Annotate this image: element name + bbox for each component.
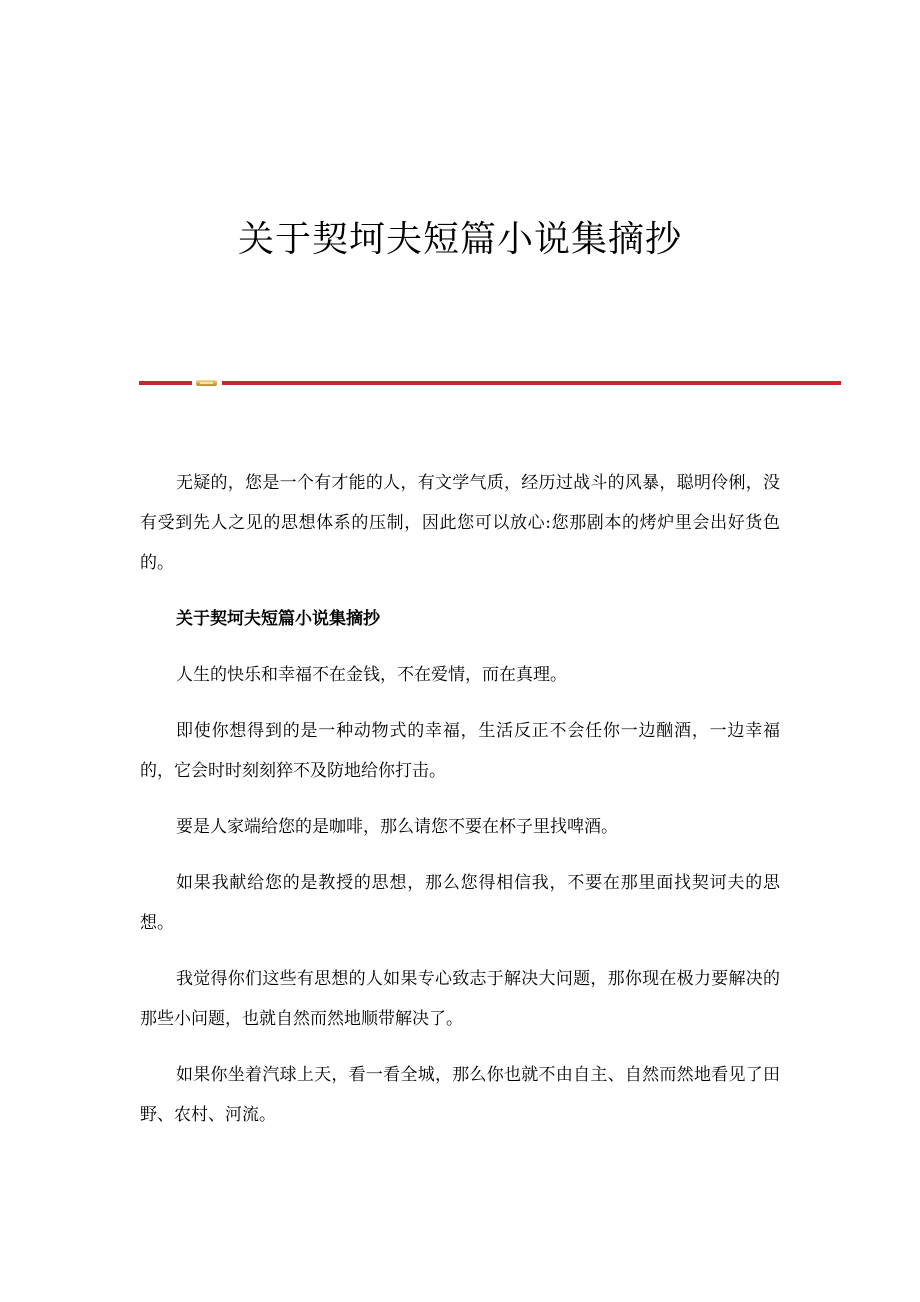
divider-bar-right [222,381,841,385]
intro-paragraph: 无疑的，您是一个有才能的人，有文学气质，经历过战斗的风暴，聪明伶俐，没有受到先人之见的思想体系的压制，因此您可以放心:您那剧本的烤炉里会出好货色的。 [140,473,780,573]
quote-paragraph: 我觉得你们这些有思想的人如果专心致志于解决大问题，那你现在极力要解决的那些小问题，也就自然而然地顺带解决了。 [140,969,780,1029]
quote-paragraph: 即使你想得到的是一种动物式的幸福，生活反正不会任你一边酗酒，一边幸福的，它会时时刻刻猝不及防地给你打击。 [140,721,780,781]
page-title: 关于契坷夫短篇小说集摘抄 [237,219,682,260]
quote-paragraph: 要是人家端给您的是咖啡，那么请您不要在杯子里找啤酒。 [176,817,618,837]
section-heading: 关于契坷夫短篇小说集摘抄 [176,609,380,629]
divider-bar-left [139,381,192,385]
divider-ornament-icon [196,380,217,386]
title-divider [139,380,841,386]
quote-paragraph: 如果你坐着汽球上天，看一看全城，那么你也就不由自主、自然而然地看见了田野、农村、河流。 [140,1065,780,1125]
document-body [140,463,780,1151]
quote-paragraph: 人生的快乐和幸福不在金钱，不在爱情，而在真理。 [176,665,567,685]
quote-paragraph: 如果我献给您的是教授的思想，那么您得相信我，不要在那里面找契诃夫的思想。 [140,873,780,933]
